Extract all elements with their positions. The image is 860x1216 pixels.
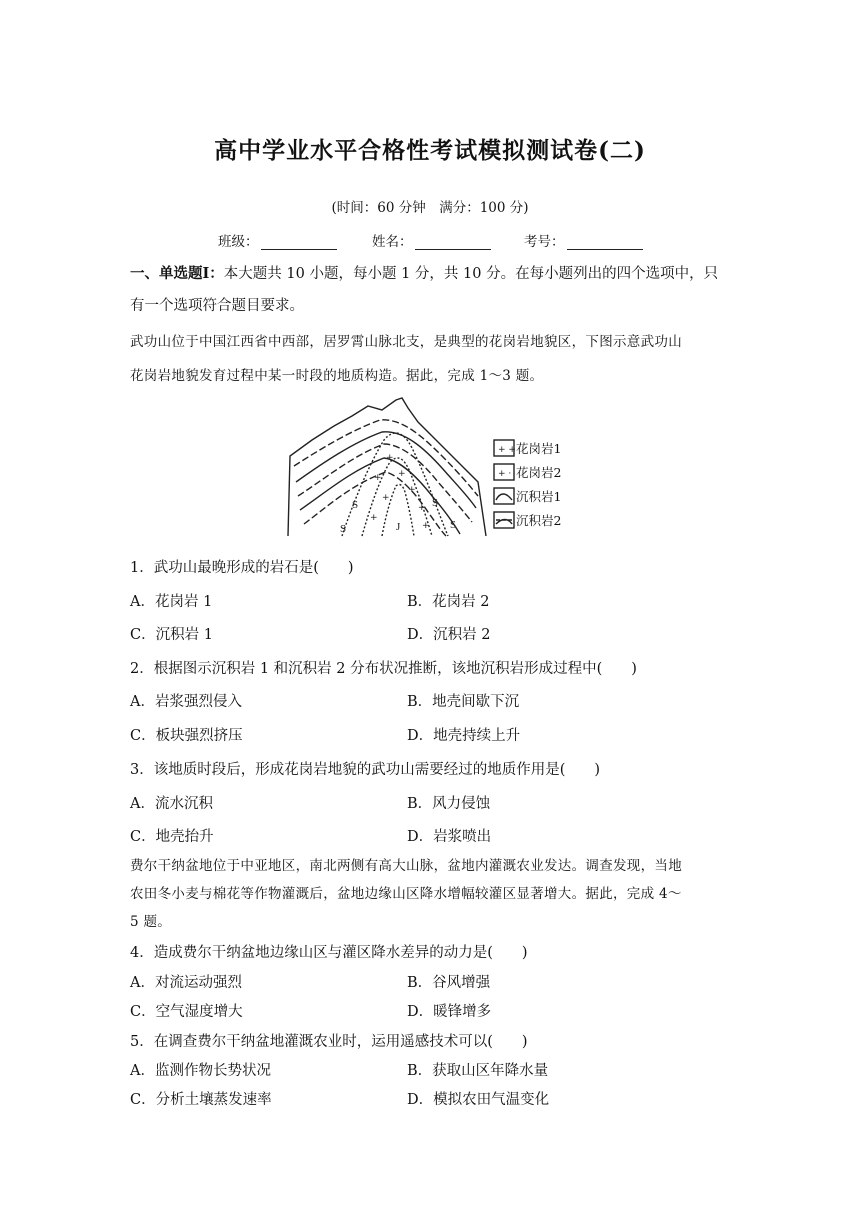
legend-sedimentary1-pattern <box>496 494 512 500</box>
question-2-option-c[interactable]: C．板块强烈挤压 <box>130 728 243 744</box>
granite-plus-mark: + <box>386 453 394 463</box>
passage2-line3: 5 题。 <box>130 914 172 930</box>
exam-number-label: 考号： <box>524 234 565 250</box>
question-3-option-d[interactable]: D．岩浆喷出 <box>407 829 492 845</box>
section-heading: 一、单选题Ⅰ： <box>130 265 224 282</box>
name-label: 姓名： <box>372 234 413 250</box>
question-2-option-b[interactable]: B．地壳间歇下沉 <box>407 694 520 710</box>
legend-granite2: 花岗岩2 <box>516 465 562 480</box>
figure-label-s: S <box>432 497 439 509</box>
question-1-option-b[interactable]: B．花岗岩 2 <box>407 594 490 610</box>
question-2-stem: 2．根据图示沉积岩 1 和沉积岩 2 分布状况推断，该地沉积岩形成过程中( ) <box>130 661 637 677</box>
question-4-option-d[interactable]: D．暖锋增多 <box>407 1004 492 1020</box>
legend-granite1: 花岗岩1 <box>516 441 562 456</box>
granite-plus-mark: + <box>408 485 416 495</box>
question-4-option-c[interactable]: C．空气湿度增大 <box>130 1004 243 1020</box>
legend-granite1-pattern: + + <box>498 445 516 455</box>
name-blank[interactable] <box>415 235 491 250</box>
sedimentary-layer-mid <box>298 444 472 522</box>
name-field[interactable] <box>372 230 491 250</box>
figure-label-s: S <box>340 523 347 535</box>
section-instructions-line2: 有一个选项符合题目要求。 <box>130 298 304 314</box>
question-1-option-c[interactable]: C．沉积岩 1 <box>130 627 213 643</box>
granite-plus-mark: + <box>374 473 382 483</box>
figure-label-j: J <box>396 521 401 533</box>
question-3-option-a[interactable]: A．流水沉积 <box>130 796 213 812</box>
granite-plus-mark: + <box>382 493 390 503</box>
page-title: 高中学业水平合格性考试模拟测试卷(二) <box>214 137 646 164</box>
question-5-option-d[interactable]: D．模拟农田气温变化 <box>407 1092 550 1108</box>
question-3-option-b[interactable]: B．风力侵蚀 <box>407 796 491 812</box>
question-3-stem: 3．该地质时段后，形成花岗岩地貌的武功山需要经过的地质作用是( ) <box>130 762 601 778</box>
passage1-line2: 花岗岩地貌发育过程中某一时段的地质构造。据此，完成 1～3 题。 <box>130 368 544 384</box>
question-5-option-a[interactable]: A．监测作物长势状况 <box>130 1063 271 1079</box>
question-5-stem: 5．在调查费尔干纳盆地灌溉农业时，运用遥感技术可以( ) <box>130 1034 528 1050</box>
section-instructions: 本大题共 10 小题，每小题 1 分，共 10 分。在每小题列出的四个选项中，只 <box>223 266 719 282</box>
section-heading-line1 <box>130 262 718 283</box>
legend-box-sedimentary1 <box>494 488 514 504</box>
sedimentary-layer-1-inner <box>300 458 460 534</box>
granite-plus-mark: + <box>422 521 430 531</box>
passage2-line2: 农田冬小麦与棉花等作物灌溉后，盆地边缘山区降水增幅较灌区显著增大。据此，完成 4～ <box>130 886 682 902</box>
granite-plus-mark: + <box>398 469 406 479</box>
class-blank[interactable] <box>261 235 337 250</box>
passage2-line1: 费尔干纳盆地位于中亚地区，南北两侧有高大山脉，盆地内灌溉农业发达。调查发现，当地 <box>130 858 682 874</box>
question-5-option-b[interactable]: B．获取山区年降水量 <box>407 1063 549 1079</box>
figure-label-s: S <box>450 519 457 531</box>
passage1-line1: 武功山位于中国江西省中西部，居罗霄山脉北支，是典型的花岗岩地貌区，下图示意武功山 <box>130 334 682 350</box>
question-1-option-d[interactable]: D．沉积岩 2 <box>407 627 491 643</box>
legend-granite2-pattern: + · <box>498 469 512 479</box>
legend-sedimentary2: 沉积岩2 <box>516 513 562 528</box>
question-2-option-d[interactable]: D．地壳持续上升 <box>407 728 521 744</box>
exam-number-blank[interactable] <box>567 235 643 250</box>
class-field[interactable] <box>218 230 337 250</box>
question-4-option-a[interactable]: A．对流运动强烈 <box>130 975 242 991</box>
question-4-option-b[interactable]: B．谷风增强 <box>407 975 491 991</box>
granite-plus-mark: + <box>370 513 378 523</box>
question-1-stem: 1．武功山最晚形成的岩石是( ) <box>130 560 354 576</box>
question-3-option-c[interactable]: C．地壳抬升 <box>130 829 214 845</box>
question-5-option-c[interactable]: C．分析土壤蒸发速率 <box>130 1092 272 1108</box>
question-2-option-a[interactable]: A．岩浆强烈侵入 <box>130 694 242 710</box>
geologic-cross-section-figure <box>282 396 582 542</box>
figure-label-s: S <box>352 499 359 511</box>
granite-plus-mark: + <box>418 503 426 513</box>
question-4-stem: 4．造成费尔干纳盆地边缘山区与灌区降水差异的动力是( ) <box>130 945 528 961</box>
exam-number-field[interactable] <box>524 230 643 250</box>
class-label: 班级： <box>218 234 259 250</box>
exam-meta: (时间：60 分钟 满分：100 分) <box>331 200 529 216</box>
question-1-option-a[interactable]: A．花岗岩 1 <box>130 594 213 610</box>
legend-sedimentary1: 沉积岩1 <box>516 489 562 504</box>
